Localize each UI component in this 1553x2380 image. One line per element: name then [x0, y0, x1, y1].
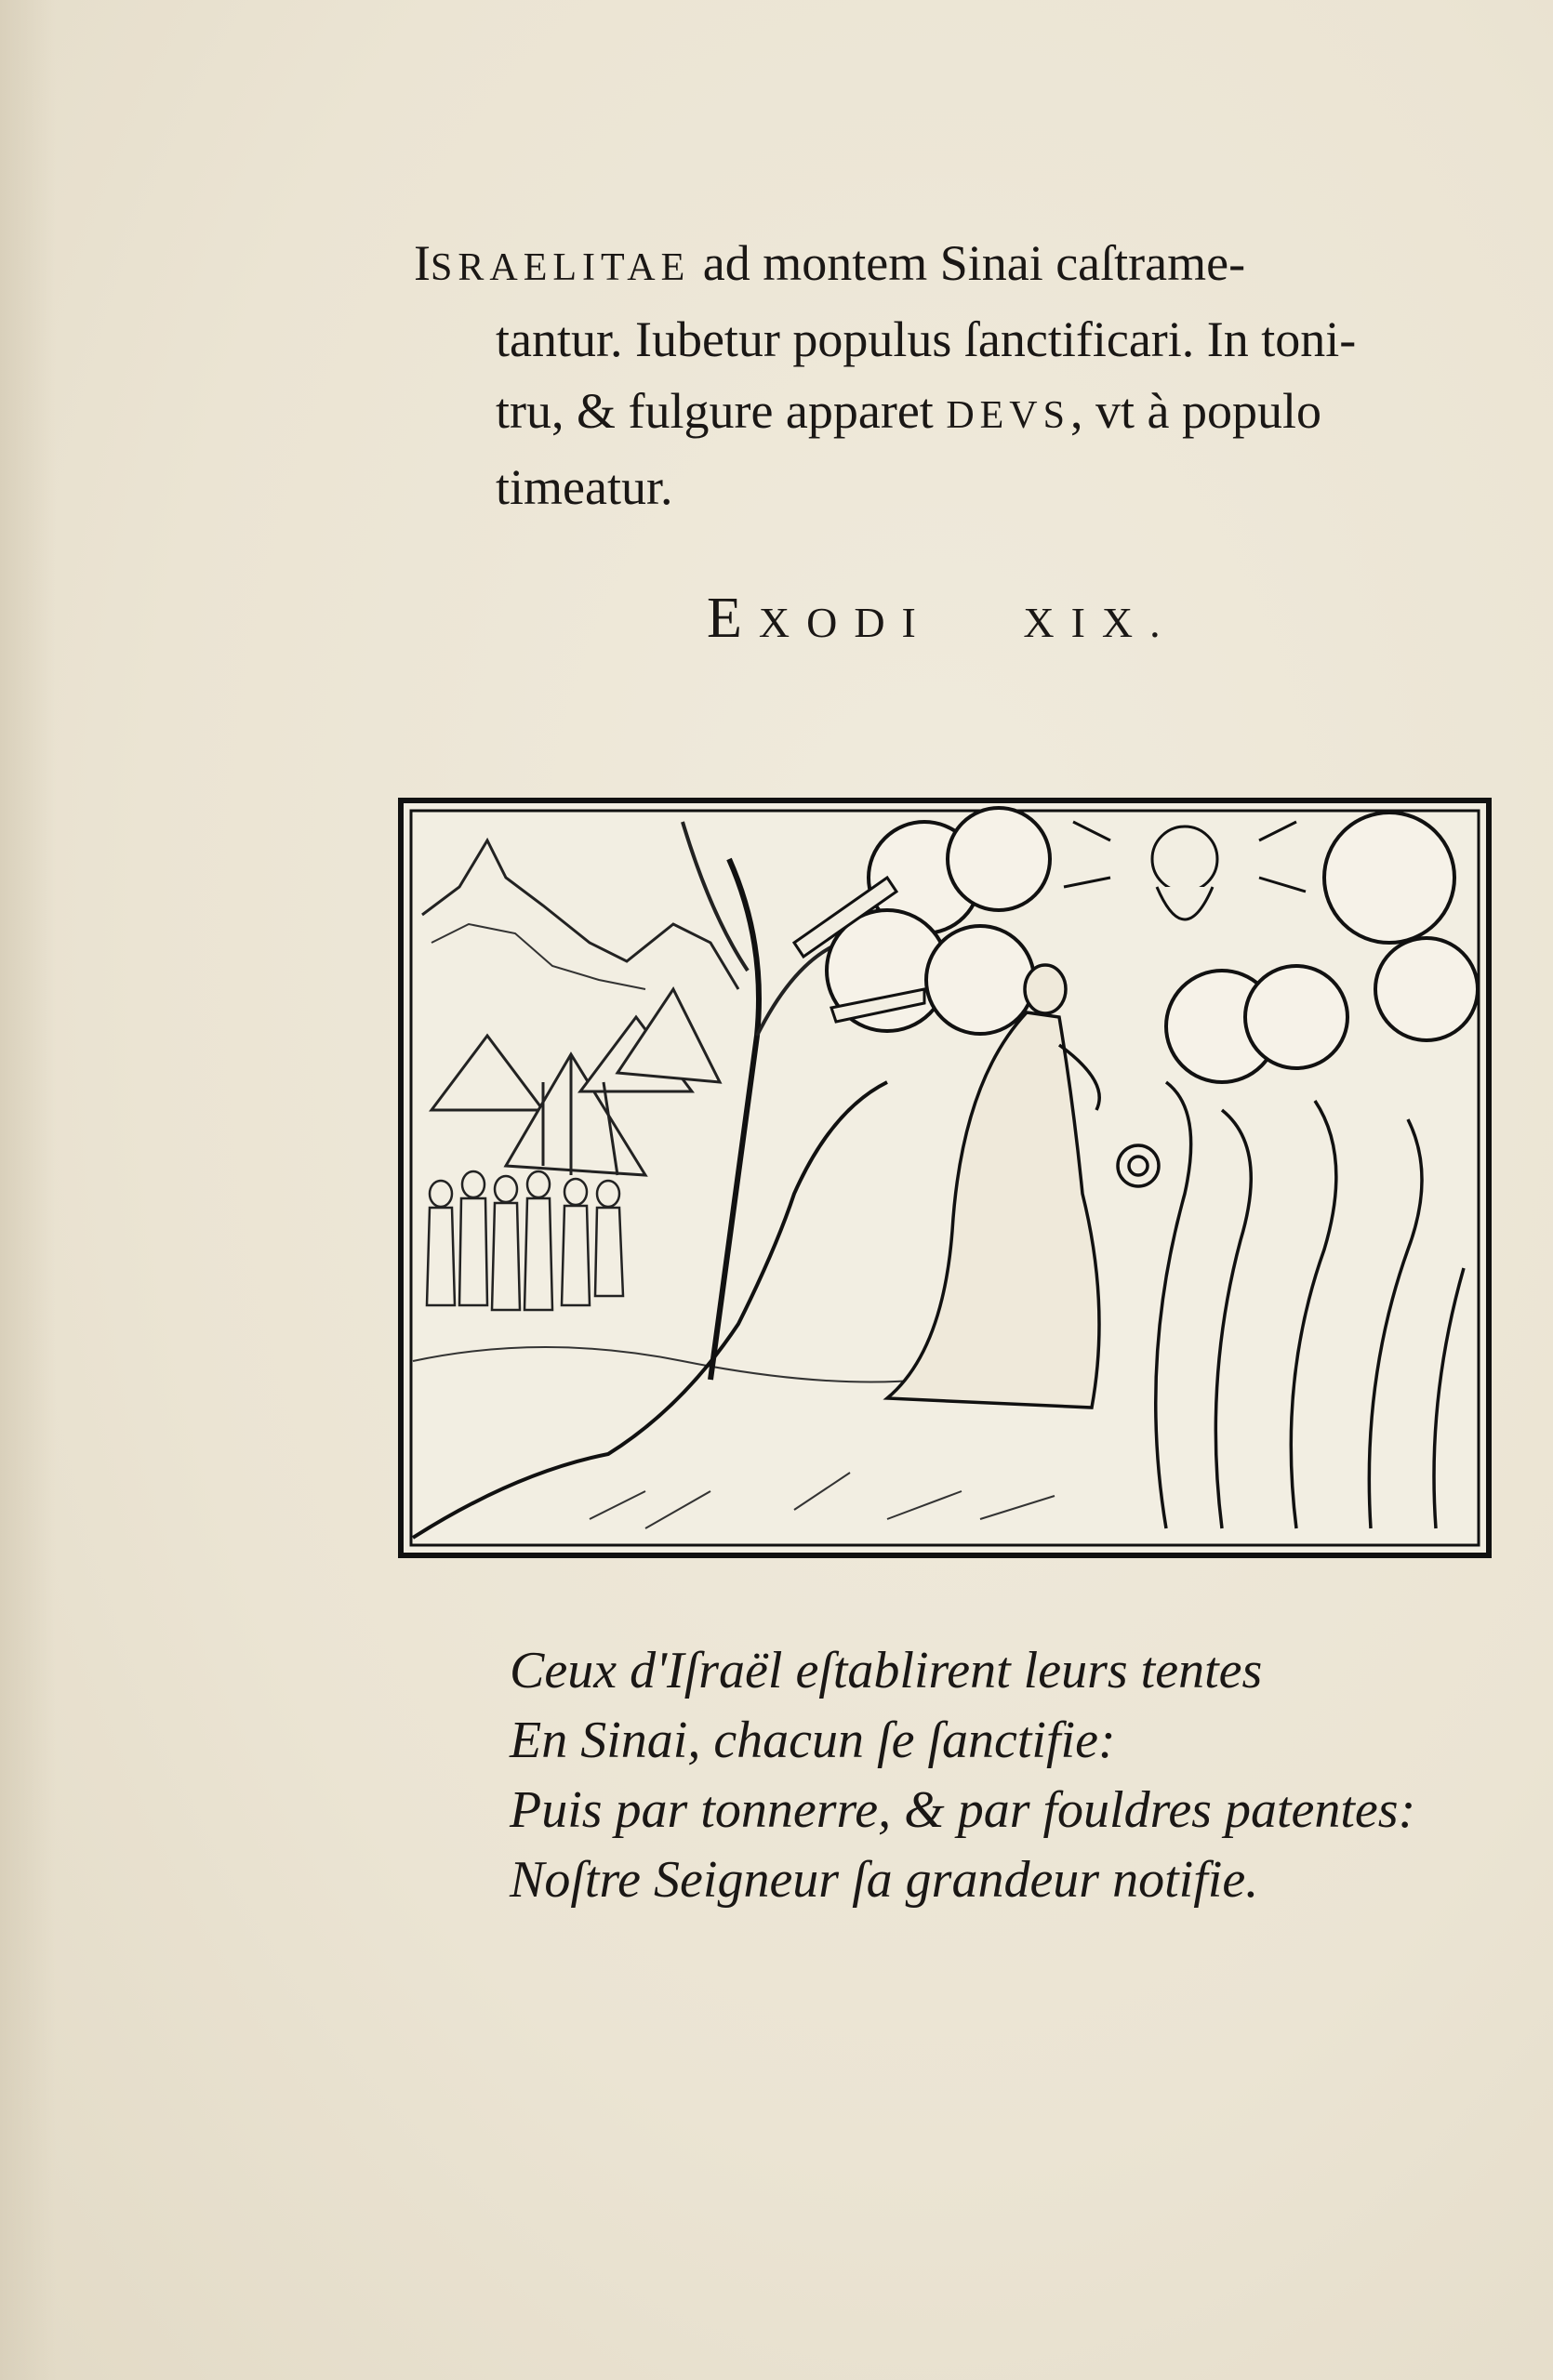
heading-line-1-text: ad montem Sinai caſtrame-: [690, 235, 1246, 291]
heading-line-3-after: , vt à populo: [1070, 383, 1321, 439]
mountain-ridge: [422, 840, 738, 989]
chapter-reference: [707, 586, 1265, 652]
mountain-slope: [413, 1082, 887, 1538]
heading-smallcaps-word: SRAELITAE: [430, 246, 691, 289]
verse-line-2: En Sinai, chacun ſe ſanctifie:: [510, 1712, 1116, 1769]
camp-tents: [431, 989, 720, 1175]
heading-line-1: [414, 228, 1511, 304]
reference-initial: E: [707, 587, 759, 650]
verse-line-1: Ceux d'Iſraël eſtablirent leurs tentes: [510, 1642, 1263, 1699]
reference-book: XODI: [758, 599, 933, 646]
crowd-of-israelites: [427, 1171, 623, 1310]
heading-deus: DEVS: [946, 394, 1070, 437]
reference-chapter: XIX.: [1023, 599, 1177, 646]
heading-line-2: tantur. Iubetur populus ſanctificari. In toni-: [496, 311, 1357, 367]
woodcut-illustration: [398, 798, 1492, 1558]
ground-line: [413, 1347, 924, 1382]
latin-heading: [414, 228, 1511, 523]
verse-line-4: Noſtre Seigneur ſa grandeur notifie.: [510, 1851, 1259, 1909]
flames: [1118, 1082, 1464, 1528]
tree-trunk: [710, 859, 759, 1380]
heading-line-4: timeatur.: [496, 459, 673, 515]
page-gutter: [0, 0, 56, 2380]
verse-line-3: Puis par tonnerre, & par fouldres patentes:: [510, 1781, 1416, 1839]
deity-figure: [1064, 822, 1306, 919]
woodcut-drawing: [404, 803, 1486, 1553]
storm-clouds: [827, 808, 1478, 1082]
heading-line-3-before: tru, & fulgure apparet: [496, 383, 947, 439]
heading-line-3: [414, 376, 1511, 452]
heading-initial: I: [414, 235, 431, 291]
foreground-hatching: [590, 1473, 1055, 1528]
french-verse: [510, 1636, 1495, 1915]
mountain-shading: [431, 924, 645, 989]
